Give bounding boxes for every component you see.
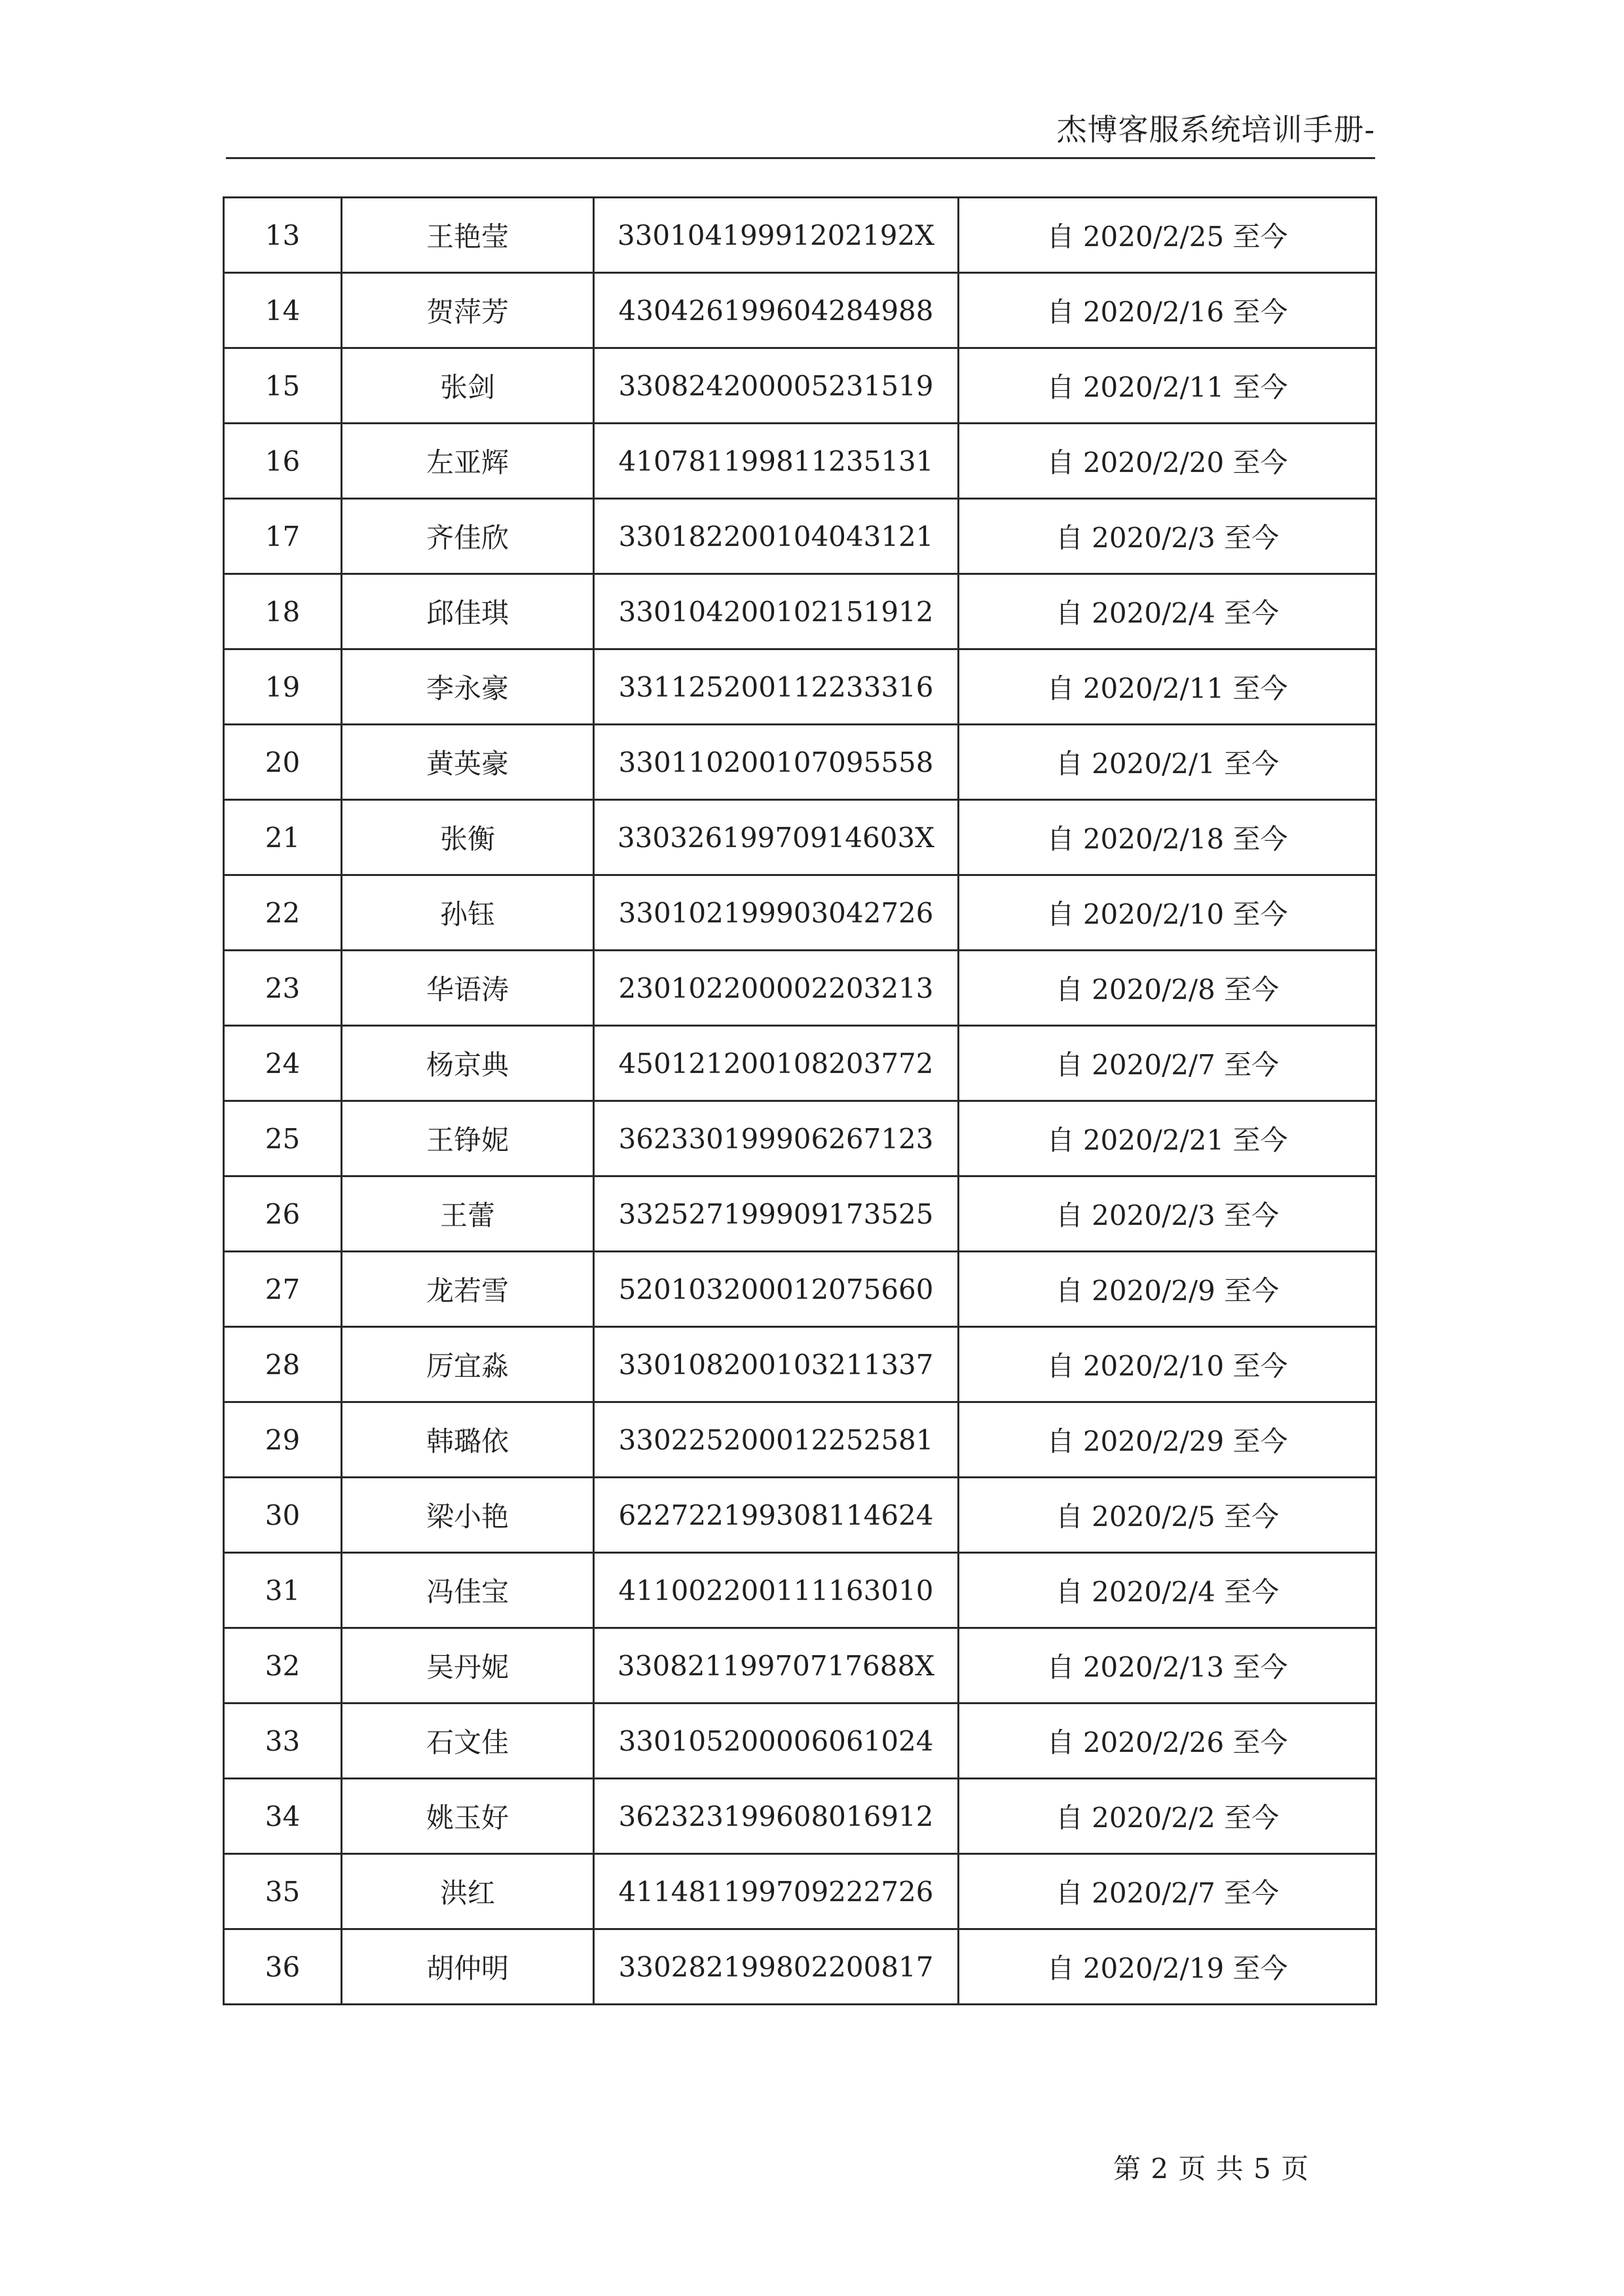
- row-number-cell: 14: [224, 273, 342, 348]
- id-number-cell: 33010419991202192X: [594, 198, 959, 273]
- row-number-cell: 35: [224, 1854, 342, 1929]
- table-row: [224, 1628, 1376, 1704]
- period-cell: 自 2020/2/10 至今: [959, 875, 1376, 951]
- id-number-cell: 411481199709222726: [594, 1854, 959, 1929]
- row-number-cell: 28: [224, 1327, 342, 1402]
- id-number-cell: 362323199608016912: [594, 1779, 959, 1854]
- table-row: [224, 725, 1376, 800]
- table-row: [224, 1327, 1376, 1402]
- name-cell: 胡仲明: [342, 1929, 594, 2005]
- row-number-cell: 20: [224, 725, 342, 800]
- table-row: [224, 1252, 1376, 1327]
- document-title: 杰博客服系统培训手册-: [1056, 112, 1375, 147]
- period-cell: 自 2020/2/1 至今: [959, 725, 1376, 800]
- id-number-cell: 330105200006061024: [594, 1704, 959, 1779]
- id-number-cell: 33032619970914603X: [594, 800, 959, 875]
- name-cell: 张衡: [342, 800, 594, 875]
- id-number-cell: 622722199308114624: [594, 1478, 959, 1553]
- table-row: [224, 1101, 1376, 1176]
- row-number-cell: 30: [224, 1478, 342, 1553]
- name-cell: 韩璐依: [342, 1402, 594, 1478]
- name-cell: 姚玉好: [342, 1779, 594, 1854]
- table-row: [224, 800, 1376, 875]
- period-cell: 自 2020/2/7 至今: [959, 1854, 1376, 1929]
- row-number-cell: 22: [224, 875, 342, 951]
- row-number-cell: 23: [224, 951, 342, 1026]
- name-cell: 黄英豪: [342, 725, 594, 800]
- period-cell: 自 2020/2/25 至今: [959, 198, 1376, 273]
- roster-table-body: [224, 198, 1376, 2005]
- period-cell: 自 2020/2/19 至今: [959, 1929, 1376, 2005]
- period-cell: 自 2020/2/9 至今: [959, 1252, 1376, 1327]
- id-number-cell: 330102199903042726: [594, 875, 959, 951]
- name-cell: 邱佳琪: [342, 574, 594, 649]
- row-number-cell: 36: [224, 1929, 342, 2005]
- row-number-cell: 17: [224, 499, 342, 574]
- name-cell: 王铮妮: [342, 1101, 594, 1176]
- id-number-cell: 330182200104043121: [594, 499, 959, 574]
- row-number-cell: 19: [224, 649, 342, 725]
- table-row: [224, 1854, 1376, 1929]
- name-cell: 左亚辉: [342, 424, 594, 499]
- name-cell: 华语涛: [342, 951, 594, 1026]
- name-cell: 梁小艳: [342, 1478, 594, 1553]
- table-row: [224, 1478, 1376, 1553]
- id-number-cell: 330282199802200817: [594, 1929, 959, 2005]
- table-row: [224, 1176, 1376, 1252]
- table-row: [224, 875, 1376, 951]
- id-number-cell: 330108200103211337: [594, 1327, 959, 1402]
- row-number-cell: 21: [224, 800, 342, 875]
- table-row: [224, 1929, 1376, 2005]
- row-number-cell: 25: [224, 1101, 342, 1176]
- period-cell: 自 2020/2/26 至今: [959, 1704, 1376, 1779]
- row-number-cell: 16: [224, 424, 342, 499]
- row-number-cell: 29: [224, 1402, 342, 1478]
- id-number-cell: 330225200012252581: [594, 1402, 959, 1478]
- period-cell: 自 2020/2/10 至今: [959, 1327, 1376, 1402]
- id-number-cell: 330104200102151912: [594, 574, 959, 649]
- roster-table: [223, 196, 1377, 2005]
- row-number-cell: 26: [224, 1176, 342, 1252]
- row-number-cell: 27: [224, 1252, 342, 1327]
- table-row: [224, 649, 1376, 725]
- period-cell: 自 2020/2/5 至今: [959, 1478, 1376, 1553]
- id-number-cell: 410781199811235131: [594, 424, 959, 499]
- row-number-cell: 31: [224, 1553, 342, 1628]
- row-number-cell: 13: [224, 198, 342, 273]
- name-cell: 李永豪: [342, 649, 594, 725]
- table-row: [224, 424, 1376, 499]
- id-number-cell: 430426199604284988: [594, 273, 959, 348]
- row-number-cell: 32: [224, 1628, 342, 1704]
- id-number-cell: 330824200005231519: [594, 348, 959, 424]
- row-number-cell: 18: [224, 574, 342, 649]
- name-cell: 厉宜淼: [342, 1327, 594, 1402]
- name-cell: 吴丹妮: [342, 1628, 594, 1704]
- id-number-cell: 362330199906267123: [594, 1101, 959, 1176]
- id-number-cell: 330110200107095558: [594, 725, 959, 800]
- period-cell: 自 2020/2/29 至今: [959, 1402, 1376, 1478]
- table-row: [224, 198, 1376, 273]
- row-number-cell: 33: [224, 1704, 342, 1779]
- page-number: 第 2 页 共 5 页: [1113, 2153, 1310, 2185]
- period-cell: 自 2020/2/21 至今: [959, 1101, 1376, 1176]
- table-row: [224, 1026, 1376, 1101]
- period-cell: 自 2020/2/11 至今: [959, 348, 1376, 424]
- table-row: [224, 1402, 1376, 1478]
- table-row: [224, 574, 1376, 649]
- period-cell: 自 2020/2/3 至今: [959, 1176, 1376, 1252]
- id-number-cell: 331125200112233316: [594, 649, 959, 725]
- name-cell: 贺萍芳: [342, 273, 594, 348]
- period-cell: 自 2020/2/20 至今: [959, 424, 1376, 499]
- table-row: [224, 1779, 1376, 1854]
- row-number-cell: 34: [224, 1779, 342, 1854]
- period-cell: 自 2020/2/11 至今: [959, 649, 1376, 725]
- table-row: [224, 348, 1376, 424]
- period-cell: 自 2020/2/4 至今: [959, 574, 1376, 649]
- id-number-cell: 332527199909173525: [594, 1176, 959, 1252]
- name-cell: 杨京典: [342, 1026, 594, 1101]
- table-row: [224, 951, 1376, 1026]
- table-row: [224, 1704, 1376, 1779]
- period-cell: 自 2020/2/8 至今: [959, 951, 1376, 1026]
- row-number-cell: 15: [224, 348, 342, 424]
- period-cell: 自 2020/2/18 至今: [959, 800, 1376, 875]
- name-cell: 齐佳欣: [342, 499, 594, 574]
- table-row: [224, 1553, 1376, 1628]
- period-cell: 自 2020/2/13 至今: [959, 1628, 1376, 1704]
- id-number-cell: 520103200012075660: [594, 1252, 959, 1327]
- id-number-cell: 33082119970717688X: [594, 1628, 959, 1704]
- id-number-cell: 450121200108203772: [594, 1026, 959, 1101]
- name-cell: 冯佳宝: [342, 1553, 594, 1628]
- name-cell: 张剑: [342, 348, 594, 424]
- name-cell: 王艳莹: [342, 198, 594, 273]
- name-cell: 洪红: [342, 1854, 594, 1929]
- id-number-cell: 411002200111163010: [594, 1553, 959, 1628]
- period-cell: 自 2020/2/4 至今: [959, 1553, 1376, 1628]
- id-number-cell: 230102200002203213: [594, 951, 959, 1026]
- name-cell: 龙若雪: [342, 1252, 594, 1327]
- period-cell: 自 2020/2/7 至今: [959, 1026, 1376, 1101]
- name-cell: 石文佳: [342, 1704, 594, 1779]
- table-row: [224, 499, 1376, 574]
- name-cell: 孙钰: [342, 875, 594, 951]
- period-cell: 自 2020/2/16 至今: [959, 273, 1376, 348]
- row-number-cell: 24: [224, 1026, 342, 1101]
- table-row: [224, 273, 1376, 348]
- period-cell: 自 2020/2/2 至今: [959, 1779, 1376, 1854]
- period-cell: 自 2020/2/3 至今: [959, 499, 1376, 574]
- page-header: [226, 105, 1375, 159]
- name-cell: 王蕾: [342, 1176, 594, 1252]
